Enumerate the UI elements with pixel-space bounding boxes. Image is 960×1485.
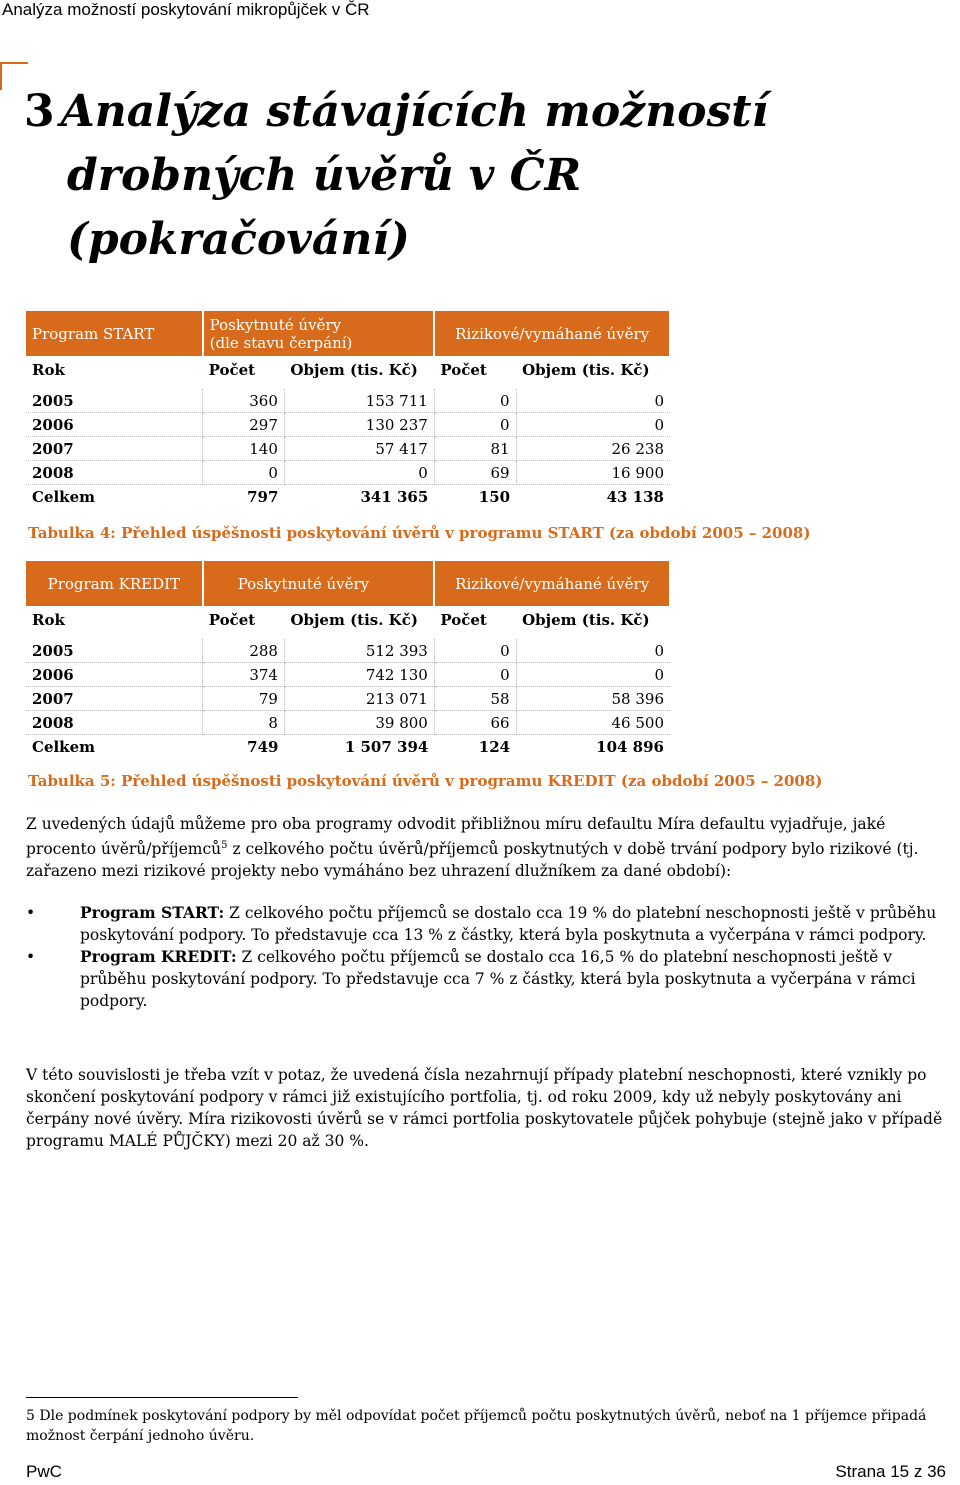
table-cell: 0 (434, 413, 516, 437)
table-cell: 2005 (26, 639, 203, 663)
table-row (26, 437, 670, 461)
table-cell: 797 (247, 487, 279, 506)
table-cell: 2007 (26, 687, 203, 711)
page-footer (26, 1462, 946, 1482)
bullet-list (26, 902, 946, 1012)
table-total-row (26, 485, 670, 509)
table-cell: 213 071 (284, 687, 434, 711)
footnote-divider (26, 1397, 298, 1398)
table-group-header: Poskytnuté úvěry (203, 561, 435, 607)
table-cell: 297 (203, 413, 285, 437)
column-header: Objem (tis. Kč) (516, 357, 670, 381)
table-cell: 16 900 (516, 461, 670, 485)
table-cell: 104 896 (596, 737, 664, 756)
table-cell: 43 138 (606, 487, 664, 506)
column-header: Objem (tis. Kč) (284, 357, 434, 381)
table-row (26, 461, 670, 485)
column-header: Rok (26, 607, 203, 631)
table-group-header: Poskytnuté úvěry (dle stavu čerpání) (203, 311, 435, 357)
table-cell: 0 (516, 639, 670, 663)
table-cell: Celkem (32, 737, 95, 756)
body-paragraph (26, 813, 946, 882)
table-cell: 69 (434, 461, 516, 485)
table-cell: 0 (284, 461, 434, 485)
table-cell: 341 365 (360, 487, 429, 506)
table-cell: 360 (203, 389, 285, 413)
table-cell: 288 (203, 639, 285, 663)
table-cell: 2007 (26, 437, 203, 461)
bullet-icon: • (26, 904, 36, 922)
paragraph-text: Z uvedených údajů můžeme pro oba programy odvodit přibližnou míru defaultu Míra defaultu vyjadřuje, jaké procento úvěrů/příjemců (26, 815, 886, 859)
table-caption: Tabulka 5: Přehled úspěšnosti poskytování úvěrů v programu KREDIT (za období 2005 – 2008) (28, 772, 823, 790)
footnote (26, 1406, 946, 1446)
column-header: Objem (tis. Kč) (284, 607, 434, 631)
table-cell: 2006 (26, 413, 203, 437)
table-cell: Celkem (32, 487, 95, 506)
table-cell: 749 (247, 737, 279, 756)
table-cell: 0 (203, 461, 285, 485)
table-group-header: Program START (26, 311, 203, 357)
list-item (26, 946, 946, 1012)
body-paragraph: V této souvislosti je třeba vzít v potaz, že uvedená čísla nezahrnují případy platební neschopnosti, které vznikly po skončení poskytování podpory v rámci již existujícího portfolia, tj. od roku 2009, kdy už nebyly poskytovány ani čerpány nové úvěry. Míra rizikovosti úvěrů se v rámci portfolia poskytovatele půjček pohybuje (stejně jako v případě programu MALÉ PŮJČKY) mezi 20 až 30 %. (26, 1066, 943, 1150)
table-row (26, 389, 670, 413)
table-cell: 512 393 (284, 639, 434, 663)
table-cell: 0 (434, 663, 516, 687)
table-group-header: Rizikové/vymáhané úvěry (434, 311, 670, 357)
section-heading (24, 80, 944, 272)
table-cell: 150 (478, 487, 511, 506)
table-cell: 58 396 (516, 687, 670, 711)
table-cell: 0 (434, 639, 516, 663)
corner-mark (0, 62, 28, 64)
table-cell: 81 (434, 437, 516, 461)
table-cell: 0 (516, 413, 670, 437)
footnote-ref[interactable]: 5 (221, 840, 228, 851)
column-header: Počet (434, 357, 516, 381)
column-header: Počet (203, 607, 285, 631)
table-cell: 153 711 (284, 389, 434, 413)
table-cell: 140 (203, 437, 285, 461)
bullet-label: Program KREDIT: (80, 947, 237, 966)
table-group-header: Rizikové/vymáhané úvěry (434, 561, 670, 607)
table-total-row (26, 735, 670, 759)
footnote-number: 5 (26, 1408, 35, 1424)
table-start (26, 311, 671, 508)
bullet-label: Program START: (80, 903, 225, 922)
table-cell: 2005 (26, 389, 203, 413)
table-cell: 58 (434, 687, 516, 711)
table-cell: 8 (203, 711, 285, 735)
section-number: 3 (24, 86, 55, 137)
running-header: Analýza možností poskytování mikropůjček v ČR (2, 0, 370, 19)
table-cell: 374 (203, 663, 285, 687)
bullet-text: Z celkového počtu příjemců se dostalo cca 16,5 % do platební neschopnosti ještě v průběhu poskytování podpory. To představuje cca 7 % z částky, která byla poskytnuta a vyčerpána v rámci podpory. (80, 948, 916, 1010)
table-row (26, 663, 670, 687)
table-cell: 46 500 (516, 711, 670, 735)
table-cell: 124 (478, 737, 511, 756)
table-cell: 66 (434, 711, 516, 735)
table-cell: 0 (434, 389, 516, 413)
heading-line: Analýza stávajících možností (60, 86, 769, 137)
table-row (26, 639, 670, 663)
corner-mark (0, 62, 2, 90)
page-number: Strana 15 z 36 (835, 1462, 946, 1481)
table-row (26, 711, 670, 735)
table-cell: 2008 (26, 461, 203, 485)
table-kredit (26, 561, 671, 758)
table-caption: Tabulka 4: Přehled úspěšnosti poskytování úvěrů v programu START (za období 2005 – 2008) (28, 524, 811, 542)
heading-line: (pokračování) (67, 214, 410, 265)
footer-brand: PwC (26, 1462, 62, 1481)
table-cell: 0 (516, 663, 670, 687)
table-cell: 130 237 (284, 413, 434, 437)
table-cell: 57 417 (284, 437, 434, 461)
table-cell: 742 130 (284, 663, 434, 687)
list-item (26, 902, 946, 946)
table-row (26, 687, 670, 711)
heading-line: drobných úvěrů v ČR (67, 150, 582, 201)
table-cell: 79 (203, 687, 285, 711)
table-group-header: Program KREDIT (26, 561, 203, 607)
column-header: Počet (434, 607, 516, 631)
paragraph-text: z celkového počtu úvěrů/příjemců poskytnutých v době trvání podpory bylo rizikové (tj. zařazeno mezi rizikové projekty nebo vymáháno bez uhrazení dlužníkem za dané období): (26, 840, 919, 881)
table-cell: 0 (516, 389, 670, 413)
bullet-icon: • (26, 948, 36, 966)
column-header: Objem (tis. Kč) (516, 607, 670, 631)
table-cell: 39 800 (284, 711, 434, 735)
table-cell: 26 238 (516, 437, 670, 461)
table-row (26, 413, 670, 437)
column-header: Počet (203, 357, 285, 381)
footnote-text: Dle podmínek poskytování podpory by měl odpovídat počet příjemců počtu poskytnutých úvěrů, neboť na 1 příjemce připadá možnost čerpání jednoho úvěru. (26, 1408, 927, 1444)
table-cell: 1 507 394 (344, 737, 429, 756)
bullet-text: Z celkového počtu příjemců se dostalo cca 19 % do platební neschopnosti ještě v průběhu poskytování podpory. To představuje cca 13 % z částky, která byla poskytnuta a vyčerpána v rámci podpory. (80, 904, 937, 944)
table-cell: 2006 (26, 663, 203, 687)
table-cell: 2008 (26, 711, 203, 735)
column-header: Rok (26, 357, 203, 381)
